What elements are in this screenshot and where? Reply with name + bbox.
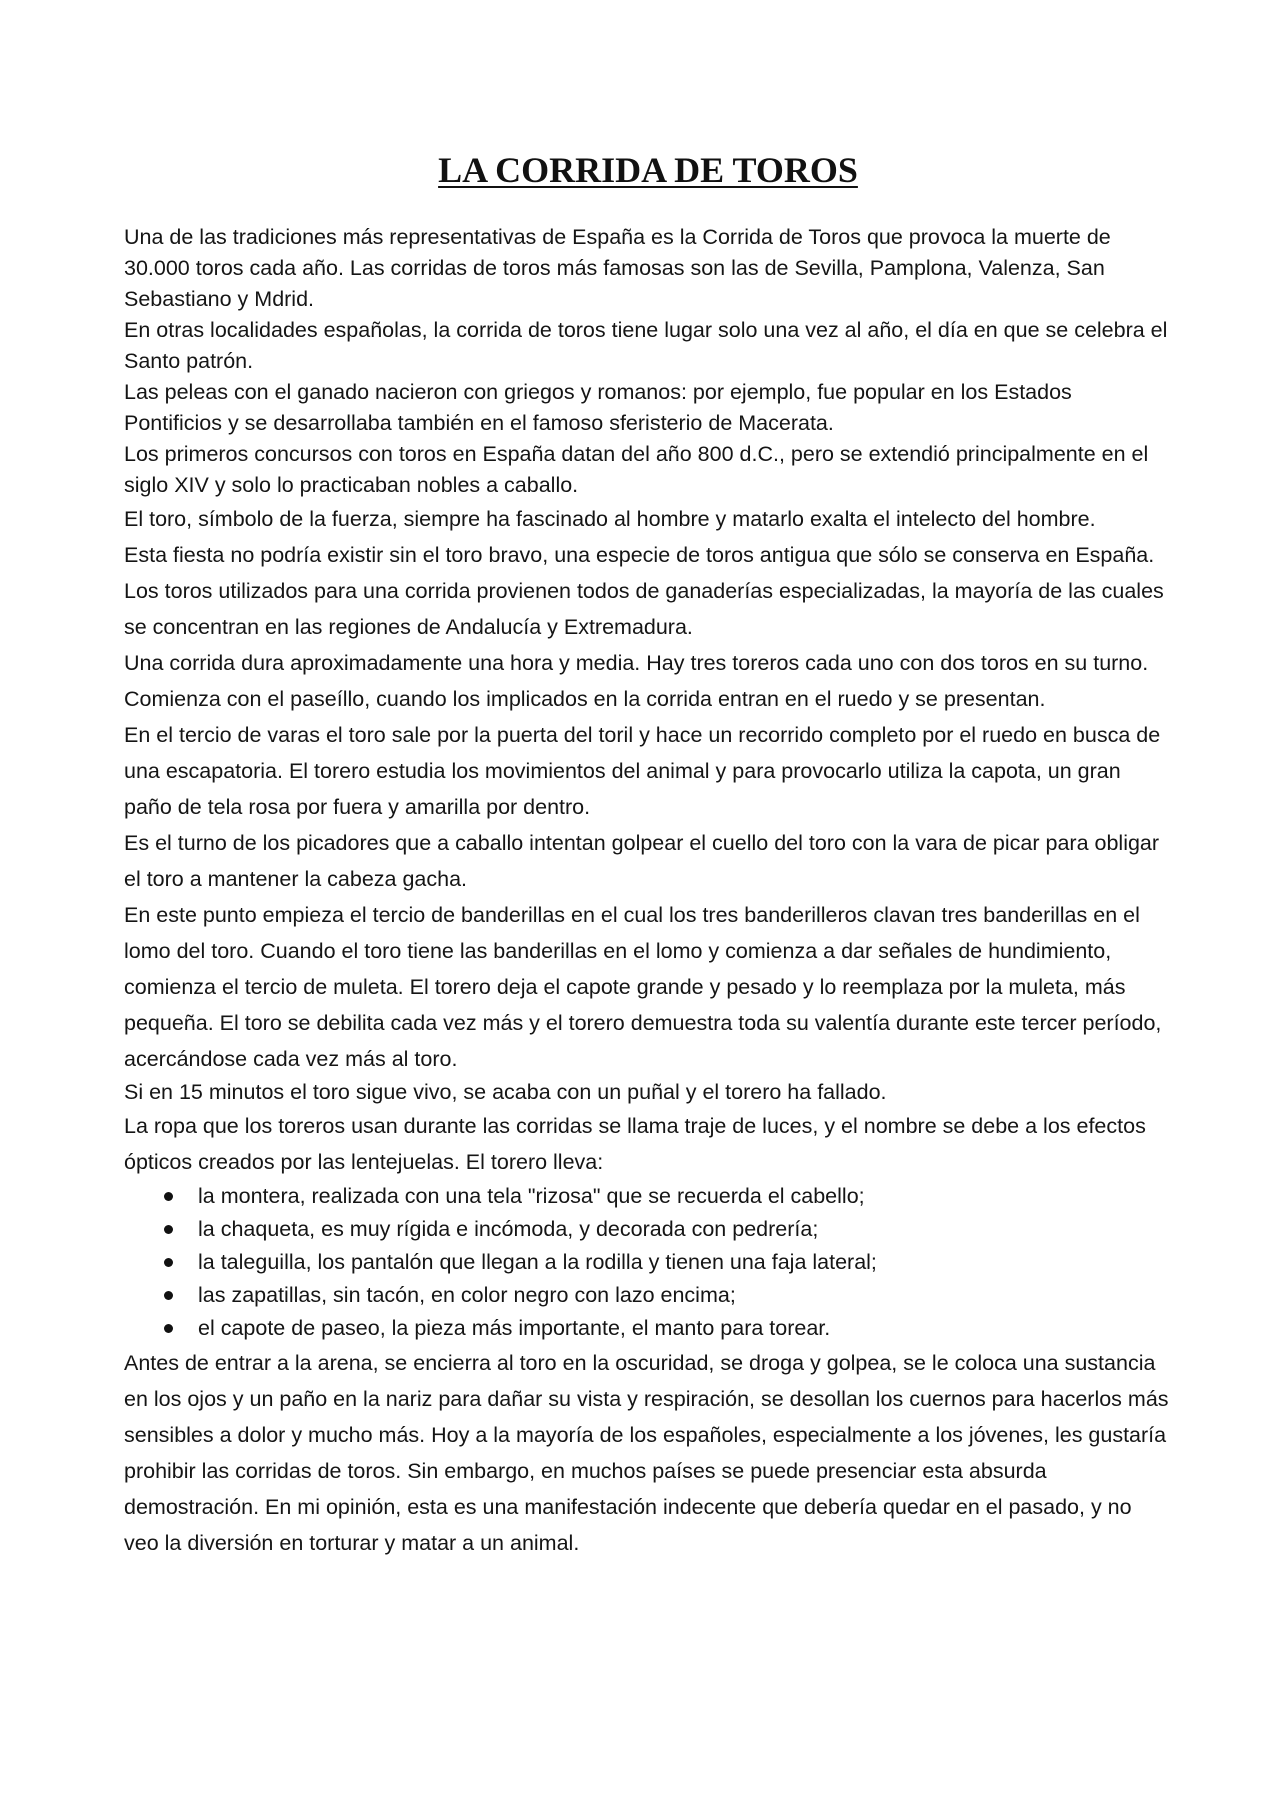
list-item: [164, 1312, 1172, 1345]
paragraph: Esta fiesta no podría existir sin el toro bravo, una especie de toros antigua que sólo se conserva en España. Los toros utilizados para una corrida provienen todos de ganaderías especializadas, la mayoría de las cuales se concentran en las regiones de Andalucía y Extremadura.: [124, 543, 1164, 639]
document-page: [124, 150, 1172, 1561]
list-item: [164, 1279, 1172, 1312]
bullet-icon: [164, 1225, 173, 1234]
list-item-text: la chaqueta, es muy rígida e incómoda, y decorada con pedrería;: [198, 1217, 819, 1241]
list-item-text: el capote de paseo, la pieza más importante, el manto para torear.: [198, 1316, 831, 1340]
bullet-icon: [164, 1258, 173, 1267]
document-body: [124, 222, 1172, 1561]
list-item-text: las zapatillas, sin tacón, en color negro con lazo encima;: [198, 1283, 736, 1307]
list-item-text: la taleguilla, los pantalón que llegan a la rodilla y tienen una faja lateral;: [198, 1250, 877, 1274]
list-item: [164, 1213, 1172, 1246]
list-item: [164, 1180, 1172, 1213]
paragraph: La ropa que los toreros usan durante las corridas se llama traje de luces, y el nombre se debe a los efectos ópticos creados por las lentejuelas. El torero lleva:: [124, 1114, 1146, 1174]
paragraph: Una corrida dura aproximadamente una hora y media. Hay tres toreros cada uno con dos toros en su turno. Comienza con el paseíllo, cuando los implicados en la corrida entran en el ruedo y se presentan.: [124, 651, 1149, 711]
clothing-list: [124, 1180, 1172, 1345]
paragraph: El toro, símbolo de la fuerza, siempre ha fascinado al hombre y matarlo exalta el intelecto del hombre.: [124, 507, 1096, 531]
paragraph: En este punto empieza el tercio de banderillas en el cual los tres banderilleros clavan tres banderillas en el lomo del toro. Cuando el toro tiene las banderillas en el lomo y comienza a dar señales de hundimiento, comienza el tercio de muleta. El torero deja el capote grande y pesado y lo reemplaza por la muleta, más pequeña. El toro se debilita cada vez más y el torero demuestra toda su valentía durante este tercer período, acercándose cada vez más al toro.: [124, 903, 1162, 1071]
paragraph: En el tercio de varas el toro sale por la puerta del toril y hace un recorrido completo por el ruedo en busca de una escapatoria. El torero estudia los movimientos del animal y para provocarlo utiliza la capota, un gran paño de tela rosa por fuera y amarilla por dentro.: [124, 723, 1161, 819]
list-item: [164, 1246, 1172, 1279]
bullet-icon: [164, 1192, 173, 1201]
bullet-icon: [164, 1291, 173, 1300]
paragraph: Una de las tradiciones más representativas de España es la Corrida de Toros que provoca la muerte de 30.000 toros cada año. Las corridas de toros más famosas son las de Sevilla, Pamplona, Valenza, San Sebastiano y Mdrid.: [124, 225, 1111, 311]
paragraph: Si en 15 minutos el toro sigue vivo, se acaba con un puñal y el torero ha fallado.: [124, 1080, 887, 1104]
paragraph: En otras localidades españolas, la corrida de toros tiene lugar solo una vez al año, el día en que se celebra el Santo patrón.: [124, 318, 1168, 373]
closing-paragraph: Antes de entrar a la arena, se encierra al toro en la oscuridad, se droga y golpea, se le coloca una sustancia en los ojos y un paño en la nariz para dañar su vista y respiración, se desollan los cuernos para hacerlos más sensibles a dolor y mucho más. Hoy a la mayoría de los españoles, especialmente a los jóvenes, les gustaría prohibir las corridas de toros. Sin embargo, en muchos países se puede presenciar esta absurda demostración. En mi opinión, esta es una manifestación indecente que debería quedar en el pasado, y no veo la diversión en torturar y matar a un animal.: [124, 1351, 1169, 1555]
list-item-text: la montera, realizada con una tela "rizosa" que se recuerda el cabello;: [198, 1184, 865, 1208]
bullet-icon: [164, 1324, 173, 1333]
document-title: LA CORRIDA DE TOROS: [438, 150, 858, 190]
paragraph: Los primeros concursos con toros en España datan del año 800 d.C., pero se extendió principalmente en el siglo XIV y solo lo practicaban nobles a caballo.: [124, 442, 1149, 497]
paragraph: Las peleas con el ganado nacieron con griegos y romanos: por ejemplo, fue popular en los Estados Pontificios y se desarrollaba también en el famoso sferisterio de Macerata.: [124, 380, 1072, 435]
paragraph: Es el turno de los picadores que a caballo intentan golpear el cuello del toro con la vara de picar para obligar el toro a mantener la cabeza gacha.: [124, 831, 1160, 891]
